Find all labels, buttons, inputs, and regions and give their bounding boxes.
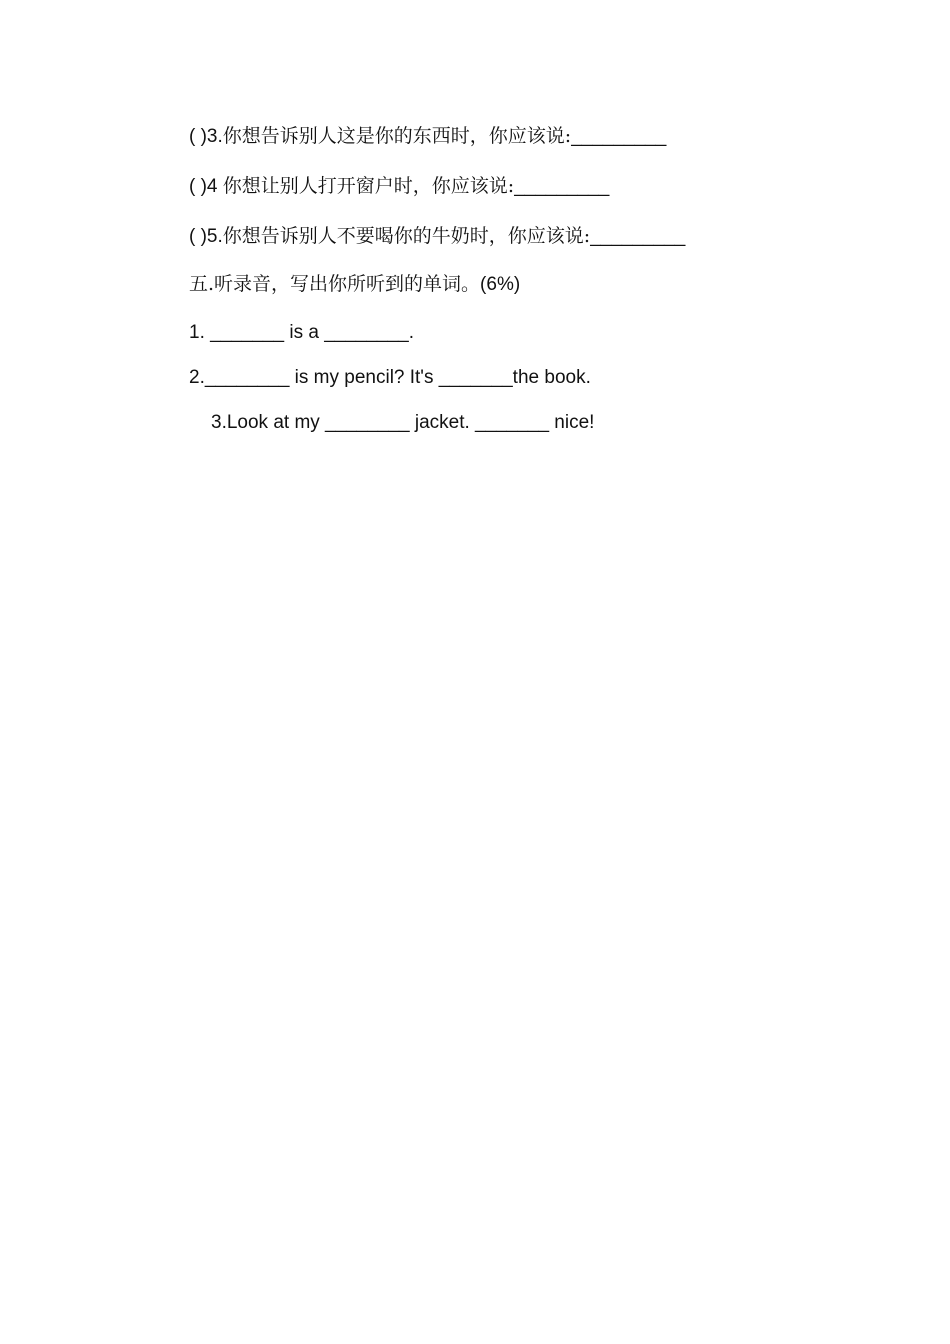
listening-item-2: 2.________ is my pencil? It's _______the book. — [189, 367, 591, 388]
listening-item-1: 1. _______ is a ________. — [189, 322, 415, 343]
question-3 — [189, 124, 666, 149]
section-five-heading — [189, 272, 520, 297]
question-5-text: 你想告诉别人不要喝你的牛奶时，你应该说: — [222, 225, 591, 247]
question-4-prefix: ( )4 — [189, 176, 223, 197]
question-4-blank: _________ — [514, 176, 610, 197]
question-4 — [189, 174, 609, 199]
question-5 — [189, 224, 685, 249]
section-five-points: (6%) — [480, 274, 521, 295]
question-4-text: 你想让别人打开窗户时，你应该说: — [222, 175, 515, 197]
question-3-blank: _________ — [571, 126, 667, 147]
section-five-heading-text: 五.听录音，写出你所听到的单词。 — [189, 273, 481, 295]
question-5-prefix: ( )5. — [189, 226, 223, 247]
question-3-text: 你想告诉别人这是你的东西时，你应该说: — [222, 125, 572, 147]
question-5-blank: _________ — [590, 226, 686, 247]
listening-item-3: 3.Look at my ________ jacket. _______ nice! — [211, 412, 595, 433]
question-3-prefix: ( )3. — [189, 126, 223, 147]
